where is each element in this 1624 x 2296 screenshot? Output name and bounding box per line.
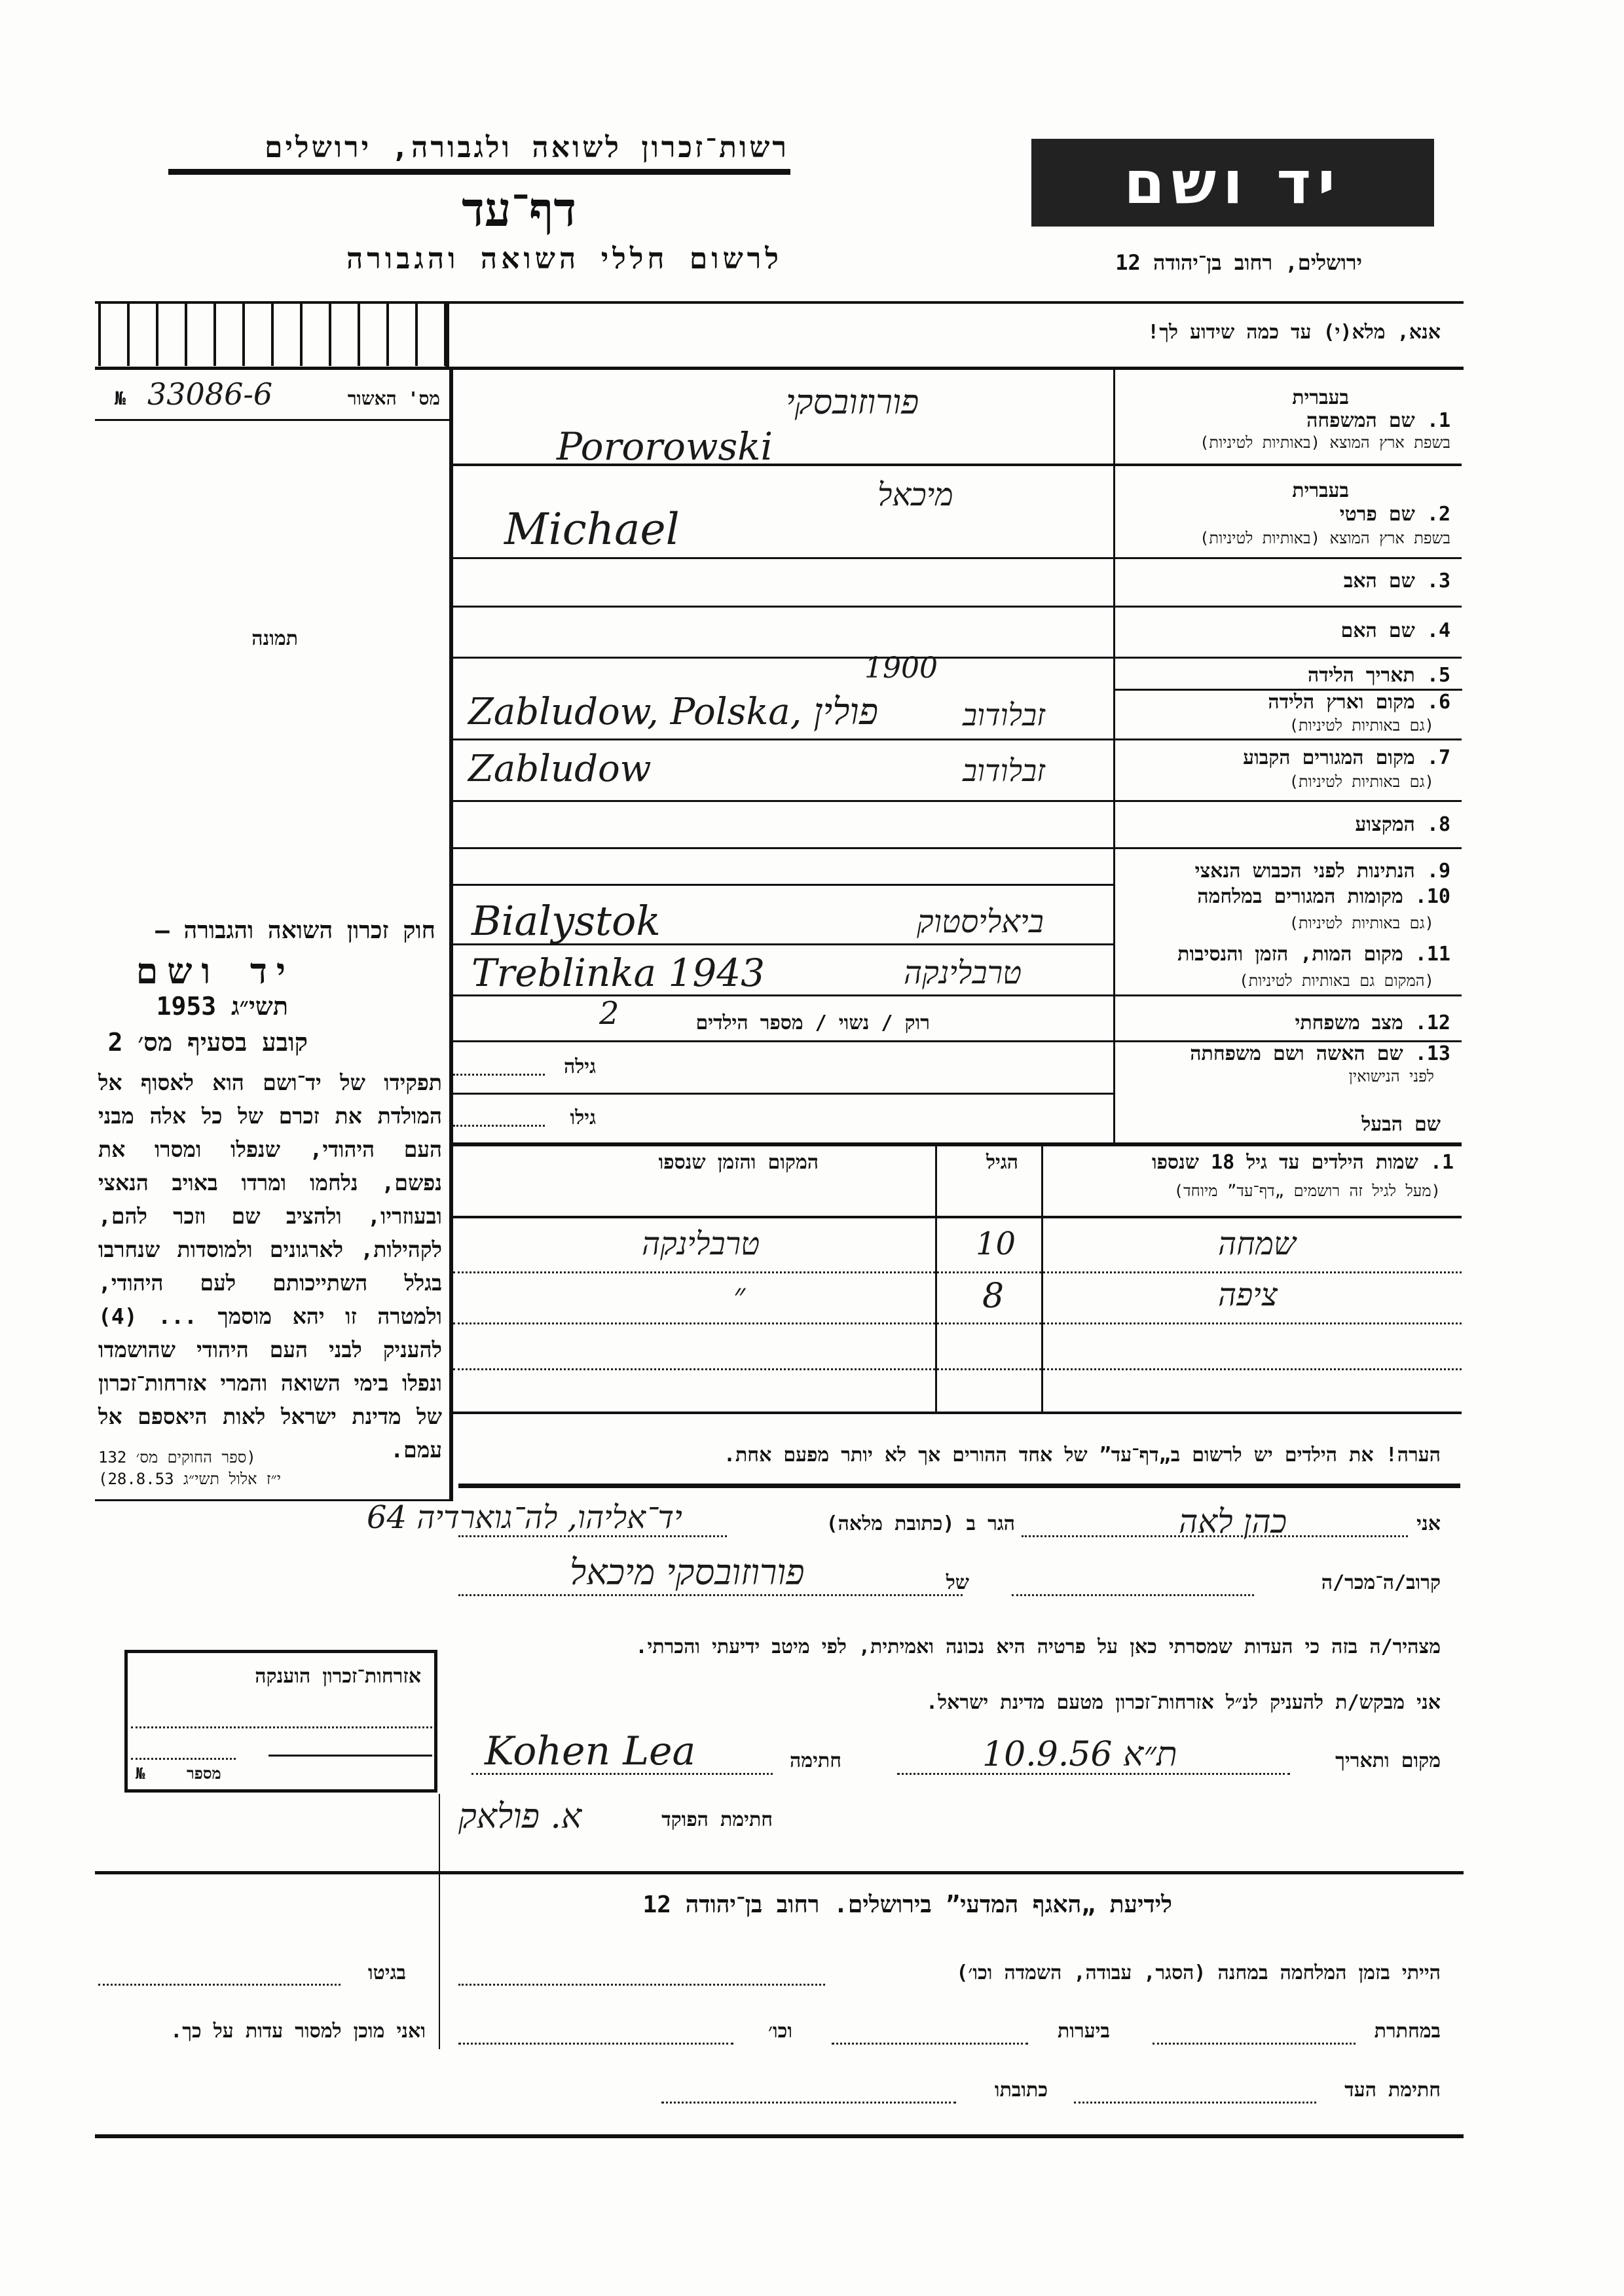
child-age: 10 bbox=[976, 1226, 1016, 1262]
label-death-note: (המקום גם באותיות לטיניות) bbox=[1239, 972, 1434, 990]
label-residence: 7. מקום המגורים הקבוע bbox=[1243, 746, 1450, 769]
law-source-2: י״ז אלול תשי״ג 28.8.53) bbox=[98, 1470, 282, 1488]
label-father-name: 3. שם האב bbox=[1343, 570, 1450, 592]
children-col-age: הגיל bbox=[986, 1151, 1018, 1174]
witness-signature: Kohen Lea bbox=[485, 1728, 696, 1774]
dotted-line bbox=[661, 2102, 956, 2104]
place-date-label: מקום ותאריך bbox=[1335, 1749, 1441, 1772]
relation-of-value: פורוזובסקי מיכאל bbox=[570, 1552, 805, 1593]
birth-place: Zabludow, Polska, פולין bbox=[468, 691, 879, 733]
dotted-line bbox=[453, 1074, 545, 1076]
witness-address-label: הגר ב (כתובת מלאה) bbox=[826, 1512, 1015, 1535]
residence-hebrew: זבלודוב bbox=[963, 753, 1045, 788]
address: ירושלים, רחוב בן־יהודה 12 bbox=[1115, 250, 1362, 275]
label-birth-date: 5. תאריך הלידה bbox=[1308, 664, 1450, 687]
approval-number: 33086-6 bbox=[147, 376, 273, 412]
label-also-latin: (גם באותיות לטיניות) bbox=[1289, 773, 1434, 791]
divider bbox=[458, 1484, 1460, 1488]
child-age: 8 bbox=[982, 1277, 1005, 1316]
form-subtitle: לרשום חללי השואה והגבורה bbox=[346, 242, 783, 276]
form-title: דף־עד bbox=[462, 182, 576, 237]
children-col-names: 1. שמות הילדים עד גיל 18 שנספו bbox=[1151, 1151, 1454, 1174]
dotted-line bbox=[458, 1984, 825, 1986]
yad-vashem-logo bbox=[1031, 139, 1434, 227]
divider bbox=[453, 1142, 1462, 1146]
label-profession: 8. המקצוע bbox=[1355, 813, 1450, 836]
footer-ghetto-label: בגיטו bbox=[367, 1961, 406, 1984]
label-latin-note: בשפת ארץ המוצא (באותיות לטיניות) bbox=[1199, 433, 1450, 452]
dotted-line bbox=[458, 1594, 963, 1596]
label-husband: שם הבעל bbox=[1361, 1113, 1441, 1136]
footer-address-label: כתובתו bbox=[994, 2079, 1048, 2102]
death-place-date: Treblinka 1943 bbox=[471, 951, 766, 995]
label-wartime-residence: 10. מקומות המגורים במלחמה bbox=[1197, 885, 1450, 908]
label-also-latin: (גם באותיות לטיניות) bbox=[1289, 914, 1434, 932]
citizenship-number-label: מספר bbox=[187, 1764, 221, 1783]
birth-year: 1900 bbox=[864, 651, 938, 685]
residence: Zabludow bbox=[468, 748, 652, 790]
divider bbox=[453, 1093, 1115, 1095]
child-name: שמחה bbox=[1218, 1226, 1296, 1262]
law-text: תפקידו של יד־ושם הוא לאסוף אל המולדת את זכרם של כל אלה מבני העם היהודי, שנפלו ומסרו את נפשם, נלחמו ומרדו באויב הנאצי ובעוזריו, ולהציב שם וזכר להם, לקהילות, לארגונים ולמוסדות שנחרבו בגלל השתייכותם לעם היהודי, ולמטרה זו יהא מוסמך ... (4) להעניק לבני העם היהודי שהושמדו ונפלו בימי השואה והמרי אזרחות־זכרון של מדינת ישראל לאות היאספם אל עמם. bbox=[98, 1070, 442, 1463]
divider bbox=[268, 1755, 432, 1757]
label-latin-note: בשפת ארץ המוצא (באותיות לטיניות) bbox=[1199, 529, 1450, 547]
given-name-latin: Michael bbox=[504, 504, 680, 555]
dotted-line bbox=[453, 1322, 1462, 1324]
logo-text: יד ושם bbox=[1124, 148, 1342, 217]
divider bbox=[453, 847, 1462, 849]
divider bbox=[453, 1412, 1462, 1414]
divider bbox=[95, 419, 451, 421]
family-name-hebrew: פורוזובסקי bbox=[786, 383, 919, 422]
label-death: 11. מקום המות, הזמן והנסיבות bbox=[1177, 943, 1450, 966]
children-count: 2 bbox=[599, 995, 619, 1032]
citizenship-box-title: אזרחות־זכרון הוענקה bbox=[255, 1665, 421, 1688]
footer-camp-label: הייתי בזמן המלחמה במחנה (הסגר, עבודה, השמדה וכו׳) bbox=[956, 1961, 1441, 1984]
label-given-name: 2. שם פרטי bbox=[1339, 503, 1450, 526]
of-label: של bbox=[946, 1571, 969, 1594]
dotted-line bbox=[1153, 2043, 1356, 2045]
note: הערה! את הילדים יש לרשום ב„דף־עד” של אחד ההורים אך לא יותר מפעם אחת. bbox=[723, 1444, 1441, 1467]
divider bbox=[453, 657, 1462, 659]
officer-signature-label: חתימת הפוקד bbox=[661, 1808, 773, 1831]
footer-etc-label: וכו׳ bbox=[768, 2020, 792, 2043]
witness-address: יד־אליהו, לה־גוארדיה 64 bbox=[367, 1499, 682, 1536]
divider bbox=[453, 1216, 1462, 1218]
barcode-boxes bbox=[98, 304, 445, 366]
footer-underground-label: במחתרת bbox=[1374, 2020, 1441, 2043]
number-sign: № bbox=[115, 388, 126, 409]
photo-label: תמונה bbox=[251, 627, 298, 650]
law-source-1: (ספר החוקים מס׳ 132 bbox=[98, 1448, 256, 1467]
child-place: ״ bbox=[733, 1277, 746, 1313]
label-birth-place: 6. מקום וארץ הלידה bbox=[1268, 691, 1450, 714]
death-place-hebrew: טרבלינקה bbox=[904, 955, 1022, 991]
law-year: תשי״ג 1953 bbox=[156, 992, 288, 1021]
citizenship-number-sign: № bbox=[136, 1764, 145, 1783]
instruction: אנא, מלא(י) עד כמה שידוע לך! bbox=[1147, 321, 1441, 344]
signature-label: חתימה bbox=[790, 1749, 841, 1772]
dotted-line bbox=[131, 1726, 432, 1728]
divider bbox=[453, 557, 1462, 559]
law-clause: קובע בסעיף מס׳ 2 bbox=[107, 1028, 308, 1057]
divider bbox=[95, 1871, 1464, 1874]
law-name: יד ושם bbox=[136, 951, 295, 992]
divider bbox=[453, 606, 1462, 608]
footer-forests-label: ביערות bbox=[1057, 2020, 1110, 2043]
dotted-line bbox=[1074, 2102, 1316, 2104]
label-age-f: גילה bbox=[563, 1055, 596, 1078]
dotted-line bbox=[458, 2043, 733, 2045]
divider bbox=[453, 800, 1462, 802]
citizenship-request: אני מבקש/ת להעניק לנ״ל אזרחות־זכרון מטעם מדינת ישראל. bbox=[926, 1691, 1441, 1714]
wartime-place-hebrew: ביאליסטוק bbox=[917, 903, 1044, 940]
label-marital-status: 12. מצב משפחתי bbox=[1295, 1011, 1450, 1034]
header-underline bbox=[168, 169, 790, 175]
place-date: ת״א 10.9.56 bbox=[982, 1735, 1177, 1774]
witness-name: כהן לאה bbox=[1179, 1503, 1287, 1540]
relation-label: קרוב/ה־מכר/ה bbox=[1321, 1571, 1441, 1594]
label-wife-name: 13. שם האשה ושם משפחתה bbox=[1190, 1042, 1450, 1065]
divider bbox=[445, 304, 449, 367]
declaration: מצהיר/ה בזה כי העדות שמסרתי כאן על פרטיה היא נכונה ואמיתית, לפי מיטב ידיעתי והכרתי. bbox=[635, 1635, 1441, 1658]
footer-witness-signature-label: חתימת העד bbox=[1344, 2079, 1441, 2102]
marital-options: רוק / נשוי / מספר הילדים bbox=[695, 1011, 930, 1034]
dotted-line bbox=[1012, 1594, 1254, 1596]
label-in-hebrew: בעברית bbox=[1292, 479, 1349, 502]
dotted-line bbox=[453, 1368, 1462, 1370]
child-name: ציפה bbox=[1218, 1277, 1278, 1313]
footer-title: לידיעת „האגף המדעי” בירושלים. רחוב בן־יהודה 12 bbox=[642, 1891, 1172, 1918]
column-border bbox=[935, 1146, 937, 1414]
label-in-hebrew: בעברית bbox=[1292, 386, 1349, 409]
divider bbox=[453, 884, 1115, 886]
approval-label: מס' האשור bbox=[347, 388, 440, 409]
witness-i-label: אני bbox=[1416, 1512, 1441, 1535]
label-also-latin: (גם באותיות לטיניות) bbox=[1289, 716, 1434, 735]
dotted-line bbox=[453, 1125, 545, 1127]
birth-place-hebrew: זבלודוב bbox=[963, 697, 1045, 733]
label-age-m: גילו bbox=[570, 1106, 596, 1129]
wartime-place: Bialystok bbox=[471, 897, 661, 945]
divider bbox=[95, 2134, 1464, 2138]
dotted-line bbox=[832, 2043, 1028, 2045]
column-border bbox=[1041, 1146, 1043, 1414]
citizenship-box bbox=[124, 1650, 437, 1793]
divider bbox=[453, 738, 1462, 740]
law-title: חוק זכרון השואה והגבורה — bbox=[155, 917, 435, 944]
family-name-latin: Pororowski bbox=[557, 424, 773, 469]
children-col-note: (מעל לגיל זה רושמים „דף־עד” מיוחד) bbox=[1173, 1182, 1441, 1200]
authority-title: רשות־זכרון לשואה ולגבורה, ירושלים bbox=[265, 131, 789, 164]
dotted-line bbox=[98, 1984, 341, 1986]
dotted-line bbox=[453, 1271, 1462, 1273]
dotted-line bbox=[131, 1758, 236, 1760]
children-col-place: המקום והזמן שנספו bbox=[658, 1151, 819, 1174]
divider bbox=[95, 367, 1464, 370]
label-mother-name: 4. שם האם bbox=[1340, 619, 1450, 642]
column-border bbox=[449, 369, 453, 1501]
label-nationality: 9. הנתינות לפני הכבוש הנאצי bbox=[1194, 860, 1450, 883]
officer-signature: א. פולאק bbox=[458, 1797, 582, 1836]
signature-stroke bbox=[439, 1794, 440, 2049]
child-place: טרבלינקה bbox=[642, 1226, 760, 1262]
label-maiden-note: לפני הנישואין bbox=[1348, 1067, 1434, 1085]
label-family-name: 1. שם המשפחה bbox=[1306, 409, 1450, 432]
given-name-hebrew: מיכאל bbox=[877, 477, 953, 513]
footer-willing-label: ואני מוכן למסור עדות על כך. bbox=[170, 2020, 426, 2043]
column-border bbox=[1113, 369, 1115, 1144]
